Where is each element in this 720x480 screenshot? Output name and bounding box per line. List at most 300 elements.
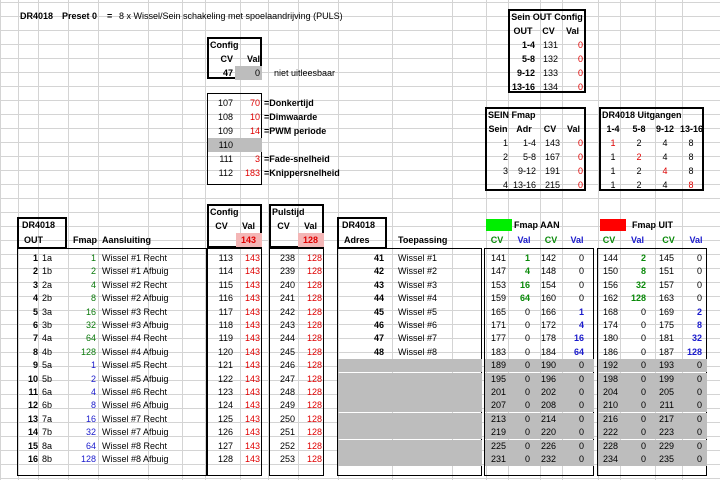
main-left-title[interactable]: DR4018 — [22, 220, 56, 230]
row-out-pin[interactable]: 6a — [42, 387, 53, 397]
row-config-cv[interactable]: 124 — [217, 400, 233, 411]
row-adres[interactable]: 45 — [373, 306, 384, 317]
row-uit-val1[interactable]: 8 — [640, 266, 646, 277]
config-cv[interactable]: 110 — [218, 140, 233, 150]
row-aan-val1[interactable]: 0 — [524, 387, 530, 397]
row-fmap[interactable]: 32 — [85, 320, 96, 330]
sein-out-header[interactable]: CV — [542, 26, 555, 36]
row-out-pin[interactable]: 6b — [42, 400, 53, 411]
row-uit-cv1[interactable]: 156 — [602, 279, 618, 290]
main-config-value[interactable]: 143 — [240, 235, 257, 245]
uitgangen-cell[interactable]: 2 — [636, 180, 642, 190]
row-aan-cv2[interactable]: 220 — [540, 427, 556, 438]
row-aan-cv2[interactable]: 190 — [540, 360, 556, 371]
row-aansluiting[interactable]: Wissel #2 Afbuig — [102, 293, 169, 304]
row-uit-cv2[interactable]: 211 — [659, 400, 674, 411]
row-adres[interactable] — [338, 359, 386, 372]
row-uit-val1[interactable]: 32 — [635, 279, 646, 290]
row-out-number[interactable]: 9 — [32, 360, 38, 371]
row-aan-cv1[interactable]: 171 — [490, 320, 506, 330]
row-aan-val1[interactable]: 0 — [524, 306, 530, 317]
row-fmap[interactable]: 8 — [90, 293, 96, 304]
row-out-number[interactable]: 8 — [32, 346, 38, 357]
sein-out-cell[interactable]: 0 — [577, 40, 583, 50]
fmap-uit-header[interactable]: Val — [689, 235, 703, 245]
row-uit-val2[interactable]: 128 — [686, 346, 702, 357]
row-out-number[interactable]: 3 — [32, 279, 38, 290]
row-aan-val1[interactable]: 0 — [524, 413, 530, 424]
row-aan-val1[interactable]: 1 — [524, 253, 530, 263]
row-out-number[interactable]: 12 — [27, 400, 38, 411]
uitgangen-header[interactable]: 5-8 — [632, 124, 646, 134]
row-aan-cv2[interactable]: 202 — [540, 387, 556, 397]
row-out-number[interactable]: 7 — [32, 333, 38, 344]
row-aan-val1[interactable]: 0 — [524, 333, 530, 344]
row-uit-cv2[interactable]: 217 — [658, 413, 674, 424]
row-toepassing[interactable] — [396, 440, 482, 453]
row-out-pin[interactable]: 7a — [42, 413, 53, 424]
row-uit-val2[interactable]: 0 — [696, 373, 702, 384]
sein-out-cell[interactable]: 134 — [542, 82, 558, 92]
row-puls-val[interactable]: 128 — [306, 279, 322, 290]
row-aan-cv2[interactable]: 148 — [540, 266, 556, 277]
row-fmap[interactable]: 4 — [90, 279, 96, 290]
uitgangen-cell[interactable]: 2 — [636, 166, 642, 176]
row-aansluiting[interactable]: Wissel #4 Afbuig — [102, 346, 169, 357]
row-aan-cv2[interactable]: 142 — [540, 253, 556, 263]
row-uit-val1[interactable]: 2 — [640, 253, 646, 263]
row-uit-val1[interactable]: 128 — [630, 293, 646, 304]
row-out-pin[interactable]: 2a — [42, 279, 53, 290]
row-uit-cv1[interactable]: 144 — [602, 253, 618, 263]
row-puls-val[interactable]: 128 — [306, 440, 322, 451]
row-puls-val[interactable]: 128 — [306, 266, 322, 277]
main-fmap-uit[interactable]: Fmap UIT — [632, 220, 674, 230]
sein-fmap-header[interactable]: Adr — [516, 124, 532, 134]
row-uit-val1[interactable]: 0 — [640, 360, 646, 371]
row-aan-val1[interactable]: 4 — [524, 266, 530, 277]
main-aansluiting-label[interactable]: Aansluiting — [102, 235, 151, 245]
row-aan-val1[interactable]: 64 — [519, 293, 530, 304]
row-aansluiting[interactable]: Wissel #1 Recht — [102, 253, 168, 263]
row-uit-cv1[interactable]: 198 — [602, 373, 618, 384]
row-aansluiting[interactable]: Wissel #2 Recht — [102, 279, 168, 290]
fmap-aan-header[interactable]: Val — [570, 235, 584, 245]
row-puls-val[interactable]: 128 — [306, 413, 322, 424]
row-config-cv[interactable]: 128 — [217, 454, 233, 464]
row-aan-cv1[interactable]: 213 — [490, 413, 506, 424]
row-aansluiting[interactable]: Wissel #1 Afbuig — [102, 266, 169, 277]
row-aan-cv1[interactable]: 159 — [490, 293, 506, 304]
row-config-val[interactable]: 143 — [244, 413, 260, 424]
row-uit-val1[interactable]: 0 — [640, 306, 646, 317]
main-adres-label[interactable]: Adres — [344, 235, 370, 245]
main-config-label[interactable]: Config — [210, 207, 239, 217]
config-label[interactable]: =Knippersnelheid — [264, 168, 340, 178]
fmap-aan-header[interactable]: Val — [517, 235, 531, 245]
row-config-cv[interactable]: 120 — [217, 346, 233, 357]
fmap-uit-header[interactable]: Val — [630, 235, 644, 245]
row-out-number[interactable]: 1 — [32, 253, 38, 263]
row-aan-val2[interactable]: 64 — [573, 346, 584, 357]
main-puls-val[interactable]: Val — [303, 221, 317, 231]
row-aan-val1[interactable]: 0 — [524, 400, 530, 411]
config-cv[interactable]: 107 — [217, 98, 233, 108]
row-puls-cv[interactable]: 241 — [279, 293, 295, 304]
row-aansluiting[interactable]: Wissel #7 Afbuig — [102, 427, 169, 438]
row-aan-val2[interactable]: 0 — [578, 440, 584, 451]
uitgangen-cell[interactable]: 4 — [662, 166, 668, 176]
row-aan-cv1[interactable]: 165 — [490, 306, 506, 317]
row-aansluiting[interactable]: Wissel #6 Afbuig — [102, 400, 169, 411]
row-fmap[interactable]: 64 — [85, 333, 96, 344]
sein-fmap-cell[interactable]: 5-8 — [522, 152, 536, 162]
fmap-aan-header[interactable]: CV — [544, 235, 558, 245]
row-aan-val2[interactable]: 16 — [573, 333, 584, 344]
row-config-val[interactable]: 143 — [244, 306, 260, 317]
row-out-pin[interactable]: 1a — [42, 253, 53, 263]
row-out-number[interactable]: 2 — [32, 266, 38, 277]
uitgangen-cell[interactable]: 1 — [610, 180, 616, 190]
row-config-val[interactable]: 143 — [244, 400, 260, 411]
row-uit-cv1[interactable]: 180 — [602, 333, 618, 344]
row-aansluiting[interactable]: Wissel #7 Recht — [102, 413, 168, 424]
config-val[interactable] — [235, 138, 262, 152]
row-uit-val2[interactable]: 0 — [696, 454, 702, 464]
row-adres[interactable]: 48 — [373, 346, 384, 357]
row-aan-cv2[interactable]: 160 — [540, 293, 556, 304]
row-config-cv[interactable]: 114 — [218, 266, 233, 277]
row-adres[interactable]: 47 — [373, 333, 384, 344]
row-puls-val[interactable]: 128 — [306, 333, 322, 344]
row-aan-cv2[interactable]: 208 — [540, 400, 556, 411]
row-config-cv[interactable]: 122 — [217, 373, 233, 384]
row-fmap[interactable]: 4 — [90, 387, 96, 397]
row-uit-val1[interactable]: 0 — [640, 333, 646, 344]
uitgangen-cell[interactable]: 4 — [662, 138, 668, 148]
row-uit-val2[interactable]: 0 — [696, 413, 702, 424]
row-config-cv[interactable]: 113 — [218, 253, 233, 263]
row-adres[interactable] — [338, 426, 386, 439]
row-out-number[interactable]: 6 — [32, 320, 38, 330]
sein-out-cell[interactable]: 0 — [577, 54, 583, 64]
row-aan-val2[interactable]: 0 — [578, 400, 584, 411]
sein-fmap-cell[interactable]: 143 — [544, 138, 560, 148]
row-aan-val2[interactable]: 0 — [578, 413, 584, 424]
row-uit-val1[interactable]: 0 — [640, 427, 646, 438]
row-aansluiting[interactable]: Wissel #4 Recht — [102, 333, 168, 344]
row-puls-cv[interactable]: 243 — [279, 320, 295, 330]
row-uit-cv2[interactable]: 145 — [658, 253, 674, 263]
config-cv[interactable]: 108 — [217, 112, 233, 122]
sein-out-config-title[interactable]: Sein OUT Config — [511, 12, 583, 22]
header-eq[interactable]: = — [107, 11, 113, 21]
fmap-uit-header[interactable]: CV — [662, 235, 675, 245]
main-toepassing-label[interactable]: Toepassing — [398, 235, 448, 245]
row-config-cv[interactable]: 121 — [217, 360, 233, 371]
sein-fmap-cell[interactable]: 13-16 — [512, 180, 536, 190]
row-out-pin[interactable]: 1b — [42, 266, 53, 277]
row-config-cv[interactable]: 123 — [217, 387, 233, 397]
row-aan-cv2[interactable]: 166 — [540, 306, 556, 317]
row-aan-val1[interactable]: 16 — [519, 279, 530, 290]
row-uit-val1[interactable]: 0 — [640, 413, 646, 424]
row-adres[interactable] — [338, 413, 386, 426]
row-fmap[interactable]: 1 — [90, 360, 96, 371]
sein-out-cell[interactable]: 5-8 — [521, 54, 535, 64]
row-aan-cv1[interactable]: 147 — [490, 266, 506, 277]
row-aansluiting[interactable]: Wissel #6 Recht — [102, 387, 168, 397]
row-puls-val[interactable]: 128 — [306, 454, 322, 464]
row-adres[interactable]: 43 — [373, 279, 384, 290]
row-aan-val2[interactable]: 0 — [578, 293, 584, 304]
uitgangen-cell[interactable]: 8 — [688, 152, 694, 162]
row-uit-val1[interactable]: 0 — [640, 400, 646, 411]
config-label[interactable]: =Donkertijd — [264, 98, 314, 108]
row-aan-val2[interactable]: 0 — [578, 266, 584, 277]
row-puls-val[interactable]: 128 — [306, 400, 322, 411]
row-config-cv[interactable]: 116 — [218, 293, 233, 304]
header-device[interactable]: DR4018 — [20, 11, 54, 21]
row-puls-cv[interactable]: 242 — [279, 306, 295, 317]
row-uit-cv2[interactable]: 151 — [658, 266, 674, 277]
config-cv[interactable]: 111 — [219, 154, 233, 164]
row-out-number[interactable]: 11 — [28, 387, 38, 397]
row-uit-val1[interactable]: 0 — [640, 387, 646, 397]
sein-fmap-cell[interactable]: 191 — [544, 166, 560, 176]
row-out-number[interactable]: 16 — [27, 454, 38, 464]
row-puls-val[interactable]: 128 — [306, 306, 322, 317]
row-aan-val1[interactable]: 0 — [524, 440, 530, 451]
row-adres[interactable]: 42 — [373, 266, 384, 277]
row-aan-val2[interactable]: 0 — [578, 373, 584, 384]
row-adres[interactable] — [338, 386, 386, 399]
row-out-pin[interactable]: 4b — [42, 346, 53, 357]
row-puls-cv[interactable]: 249 — [279, 400, 295, 411]
config-label[interactable] — [262, 138, 382, 152]
sein-out-header[interactable]: Val — [565, 26, 579, 36]
config-label[interactable]: =Dimwaarde — [264, 112, 318, 122]
row-aan-cv1[interactable]: 207 — [490, 400, 506, 411]
row-config-val[interactable]: 143 — [244, 320, 260, 330]
row-fmap[interactable]: 32 — [85, 427, 96, 438]
sein-out-cell[interactable]: 1-4 — [521, 40, 535, 50]
sein-out-cell[interactable]: 13-16 — [511, 82, 535, 92]
row-uit-cv2[interactable]: 175 — [658, 320, 674, 330]
row-aan-cv2[interactable]: 184 — [540, 346, 556, 357]
row-aan-cv1[interactable]: 141 — [490, 253, 506, 263]
row-aan-val2[interactable]: 0 — [578, 279, 584, 290]
row-puls-val[interactable]: 128 — [306, 360, 322, 371]
row-adres[interactable]: 44 — [373, 293, 384, 304]
uitgangen-cell[interactable]: 8 — [688, 138, 694, 148]
row-uit-cv2[interactable]: 157 — [658, 279, 674, 290]
row-uit-val1[interactable]: 0 — [640, 346, 646, 357]
row-adres[interactable] — [338, 399, 386, 412]
uitgangen-header[interactable]: 1-4 — [606, 124, 620, 134]
row-config-val[interactable]: 143 — [244, 333, 260, 344]
main-fmap-label[interactable]: Fmap — [72, 235, 97, 245]
row-aan-cv2[interactable]: 154 — [540, 279, 556, 290]
row-aansluiting[interactable]: Wissel #5 Afbuig — [102, 373, 169, 384]
row-aan-cv1[interactable]: 189 — [490, 360, 506, 371]
row-out-pin[interactable]: 8b — [42, 454, 53, 464]
sein-fmap-cell[interactable]: 4 — [502, 180, 508, 190]
row-uit-cv1[interactable]: 150 — [602, 266, 618, 277]
row-uit-val2[interactable]: 0 — [696, 440, 702, 451]
row-aan-cv2[interactable]: 214 — [540, 413, 556, 424]
row-uit-cv2[interactable]: 187 — [658, 346, 674, 357]
row-aan-val2[interactable]: 0 — [578, 454, 584, 464]
row-uit-val2[interactable]: 0 — [696, 360, 702, 371]
row-puls-cv[interactable]: 253 — [279, 454, 295, 464]
row-aan-val1[interactable]: 0 — [524, 427, 530, 438]
row-config-val[interactable]: 143 — [244, 373, 260, 384]
row-puls-val[interactable]: 128 — [306, 253, 322, 263]
config-label[interactable]: =PWM periode — [264, 126, 327, 136]
fmap-aan-header[interactable]: CV — [490, 235, 504, 245]
main-config-cv[interactable]: CV — [215, 221, 228, 231]
row-aan-cv1[interactable]: 183 — [490, 346, 506, 357]
row-uit-cv1[interactable]: 174 — [602, 320, 618, 330]
row-aan-val1[interactable]: 0 — [524, 373, 530, 384]
row-aan-val2[interactable]: 0 — [578, 427, 584, 438]
config-val[interactable]: 14 — [249, 126, 260, 136]
row-uit-cv2[interactable]: 193 — [658, 360, 674, 371]
uitgangen-cell[interactable]: 1 — [610, 152, 616, 162]
row-uit-val2[interactable]: 2 — [696, 306, 702, 317]
header-preset[interactable]: Preset 0 — [62, 11, 98, 21]
config-label[interactable]: =Fade-snelheid — [264, 154, 330, 164]
row-out-pin[interactable]: 3b — [42, 320, 53, 330]
row-config-val[interactable]: 143 — [244, 427, 260, 438]
config-val[interactable]: 0 — [254, 68, 260, 78]
row-fmap[interactable]: 1 — [90, 253, 96, 263]
uitgangen-cell[interactable]: 8 — [688, 180, 694, 190]
row-config-val[interactable]: 143 — [244, 346, 260, 357]
row-uit-cv1[interactable]: 228 — [602, 440, 618, 451]
uitgangen-title[interactable]: DR4018 Uitgangen — [602, 110, 682, 120]
row-toepassing[interactable]: Wissel #5 — [398, 306, 438, 317]
row-puls-val[interactable]: 128 — [306, 320, 322, 330]
row-puls-cv[interactable]: 247 — [279, 373, 295, 384]
row-aan-cv1[interactable]: 219 — [490, 427, 506, 438]
row-adres[interactable] — [338, 440, 386, 453]
row-config-cv[interactable]: 125 — [217, 413, 233, 424]
row-uit-val2[interactable]: 0 — [696, 266, 702, 277]
sein-out-cell[interactable]: 133 — [542, 68, 558, 78]
row-uit-cv1[interactable]: 234 — [602, 454, 618, 464]
row-out-number[interactable]: 13 — [27, 413, 38, 424]
row-uit-cv2[interactable]: 163 — [658, 293, 674, 304]
config-col-cv[interactable]: CV — [220, 54, 233, 64]
row-fmap[interactable]: 64 — [85, 440, 96, 451]
row-adres[interactable]: 46 — [373, 320, 384, 330]
row-puls-cv[interactable]: 248 — [279, 387, 295, 397]
uitgangen-header[interactable]: 13-16 — [680, 124, 704, 134]
uitgangen-cell[interactable]: 2 — [636, 152, 642, 162]
sein-out-cell[interactable]: 9-12 — [516, 68, 535, 78]
row-fmap[interactable]: 16 — [85, 306, 96, 317]
uitgangen-cell[interactable]: 4 — [662, 152, 668, 162]
row-out-pin[interactable]: 7b — [42, 427, 53, 438]
row-fmap[interactable]: 2 — [90, 373, 96, 384]
row-fmap[interactable]: 16 — [85, 413, 96, 424]
main-puls-cv[interactable]: CV — [277, 221, 290, 231]
uitgangen-cell[interactable]: 2 — [636, 138, 642, 148]
main-pulstijd-label[interactable]: Pulstijd — [272, 207, 305, 217]
row-config-val[interactable]: 143 — [244, 253, 260, 263]
row-uit-val1[interactable]: 0 — [640, 320, 646, 330]
config-cv[interactable]: 47 — [222, 68, 233, 78]
sein-fmap-title[interactable]: SEIN Fmap — [488, 110, 536, 120]
row-toepassing[interactable] — [396, 373, 482, 386]
config-val[interactable]: 183 — [244, 168, 260, 178]
uitgangen-cell[interactable]: 4 — [662, 180, 668, 190]
row-out-number[interactable]: 10 — [27, 373, 38, 384]
row-toepassing[interactable] — [396, 426, 482, 439]
row-aan-cv1[interactable]: 231 — [490, 454, 506, 464]
row-out-pin[interactable]: 5a — [42, 360, 53, 371]
main-adres-title[interactable]: DR4018 — [342, 220, 376, 230]
row-config-val[interactable]: 143 — [244, 266, 260, 277]
row-uit-cv2[interactable]: 235 — [658, 454, 674, 464]
row-toepassing[interactable]: Wissel #2 — [398, 266, 438, 277]
row-toepassing[interactable]: Wissel #8 — [398, 346, 438, 357]
row-out-number[interactable]: 15 — [27, 440, 38, 451]
row-aan-cv2[interactable]: 178 — [540, 333, 556, 344]
config-val[interactable]: 70 — [249, 98, 260, 108]
config-val[interactable]: 10 — [249, 112, 260, 122]
row-aan-val2[interactable]: 4 — [578, 320, 584, 330]
sein-fmap-header[interactable]: Sein — [488, 124, 508, 134]
row-fmap[interactable]: 128 — [80, 454, 96, 464]
main-fmap-aan[interactable]: Fmap AAN — [514, 220, 560, 230]
row-puls-cv[interactable]: 252 — [279, 440, 295, 451]
row-out-pin[interactable]: 5b — [42, 373, 53, 384]
row-aan-cv2[interactable]: 196 — [540, 373, 556, 384]
row-puls-val[interactable]: 128 — [306, 293, 322, 304]
row-puls-cv[interactable]: 246 — [279, 360, 295, 371]
sein-fmap-cell[interactable]: 0 — [577, 138, 583, 148]
row-aan-val1[interactable]: 0 — [524, 454, 530, 464]
uitgangen-header[interactable]: 9-12 — [655, 124, 674, 134]
row-uit-cv2[interactable]: 181 — [658, 333, 674, 344]
row-uit-cv1[interactable]: 222 — [602, 427, 618, 438]
row-puls-val[interactable]: 128 — [306, 373, 322, 384]
sein-fmap-cell[interactable]: 3 — [502, 166, 508, 176]
row-config-cv[interactable]: 115 — [218, 279, 233, 290]
config-title[interactable]: Config — [210, 40, 239, 50]
row-uit-val2[interactable]: 0 — [696, 253, 702, 263]
row-out-pin[interactable]: 4a — [42, 333, 53, 344]
config-col-val[interactable]: Val — [246, 54, 260, 64]
row-puls-cv[interactable]: 238 — [279, 253, 295, 263]
row-uit-cv2[interactable]: 205 — [658, 387, 674, 397]
row-puls-cv[interactable]: 251 — [279, 427, 295, 438]
row-out-pin[interactable]: 8a — [42, 440, 53, 451]
row-uit-cv1[interactable]: 216 — [602, 413, 618, 424]
row-config-val[interactable]: 143 — [244, 454, 260, 464]
row-uit-val1[interactable]: 0 — [640, 454, 646, 464]
row-aan-val2[interactable]: 0 — [578, 387, 584, 397]
row-out-number[interactable]: 4 — [32, 293, 38, 304]
row-aan-cv2[interactable]: 172 — [540, 320, 556, 330]
row-aan-val2[interactable]: 0 — [578, 360, 584, 371]
row-config-val[interactable]: 143 — [244, 293, 260, 304]
row-puls-val[interactable]: 128 — [306, 387, 322, 397]
row-uit-cv2[interactable]: 223 — [658, 427, 674, 438]
